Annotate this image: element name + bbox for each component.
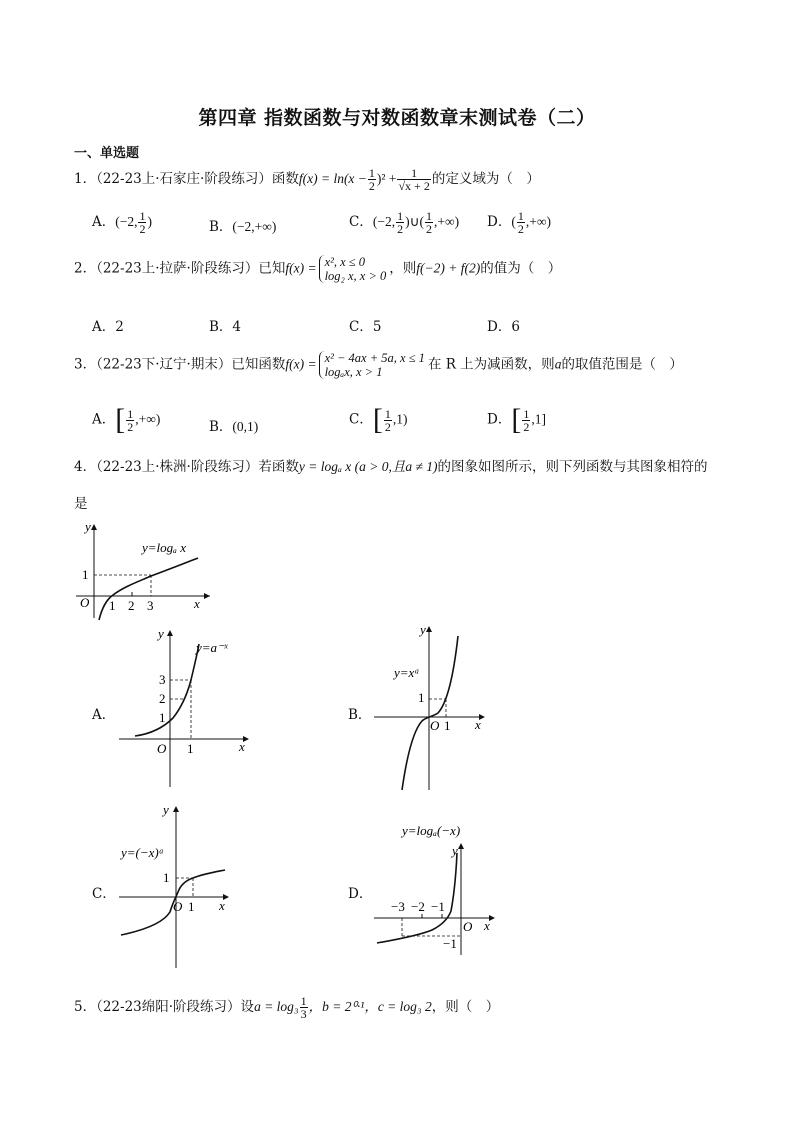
q4-line-2: 是 bbox=[74, 496, 88, 512]
option-text: )∪( bbox=[405, 214, 424, 229]
q1-prefix: 1．（22-23上·石家庄·阶段练习）函数 bbox=[74, 171, 299, 187]
q1-option-d[interactable] bbox=[487, 210, 551, 235]
q4-graph-a[interactable] bbox=[115, 622, 260, 792]
q3-piecewise bbox=[319, 351, 425, 379]
q4-option-b[interactable]: B． bbox=[348, 707, 372, 723]
question-3 bbox=[74, 351, 683, 379]
y-tick-label: 2 bbox=[159, 691, 166, 706]
option-text: (−2,+∞) bbox=[232, 219, 277, 234]
curve-label: y=a⁻ˣ bbox=[196, 640, 228, 655]
q3-prefix: 3．（22-23下·辽宁·期末）已知函数 bbox=[74, 356, 286, 373]
q3-case-2: logₐx, x > 1 bbox=[324, 365, 383, 379]
q1-option-a[interactable] bbox=[92, 210, 152, 235]
q4-graph-c[interactable] bbox=[115, 800, 245, 970]
q3-option-a[interactable] bbox=[92, 405, 160, 435]
frac-n: 1 bbox=[517, 209, 524, 223]
q2-case-1: x², x ≤ 0 bbox=[324, 255, 366, 269]
section-heading: 一、单选题 bbox=[74, 146, 140, 161]
q2-case-2: log₂ x, x > 0 bbox=[324, 269, 387, 283]
q1-option-c[interactable] bbox=[349, 210, 459, 235]
q2-option-b[interactable]: B．4 bbox=[209, 319, 242, 335]
option-frac bbox=[425, 210, 433, 235]
option-text: ( bbox=[511, 214, 516, 229]
frac-d: 2 bbox=[523, 419, 530, 434]
x-axis-label: x bbox=[194, 596, 200, 611]
q4-option-d[interactable]: D． bbox=[348, 886, 373, 902]
x-tick-label: −1 bbox=[431, 899, 445, 914]
q1-frac-n: 1 bbox=[368, 166, 375, 180]
q1-option-b[interactable] bbox=[209, 215, 276, 235]
q3-option-b[interactable] bbox=[209, 415, 258, 435]
y-tick-label: 1 bbox=[82, 567, 89, 582]
q3-option-d[interactable] bbox=[487, 405, 546, 435]
y-axis-label: y bbox=[163, 802, 169, 817]
q5-prefix: 5．（22-23绵阳·阶段练习）设 bbox=[74, 999, 255, 1015]
frac-n: 1 bbox=[139, 209, 146, 223]
origin-label: O bbox=[463, 919, 473, 934]
q4-prefix: 4．（22-23上·株洲·阶段练习）若函数 bbox=[74, 459, 299, 475]
bracket: [ bbox=[115, 403, 126, 436]
option-text: ) bbox=[147, 214, 152, 229]
option-text: (−2, bbox=[372, 214, 396, 229]
q2-option-a[interactable]: A．2 bbox=[92, 319, 124, 335]
q3-suffix: 的取值范围是（ ） bbox=[561, 356, 683, 373]
option-label: B． bbox=[209, 219, 233, 235]
q5-frac bbox=[300, 995, 308, 1020]
page-title: 第四章 指数函数与对数函数章末测试卷（二） bbox=[198, 107, 596, 129]
option-text: ,+∞) bbox=[135, 411, 161, 427]
x-tick-label: 3 bbox=[147, 598, 154, 613]
q1-sqrt-frac bbox=[397, 167, 430, 192]
option-label: C． bbox=[349, 214, 373, 230]
curve-label: y=xᵃ bbox=[394, 665, 420, 680]
q5-a: a = log₃ bbox=[254, 999, 299, 1014]
frac-n: 1 bbox=[425, 209, 432, 223]
x-tick-label: −3 bbox=[391, 899, 405, 914]
q5-suffix: ，则（ ） bbox=[431, 999, 500, 1015]
x-tick-label: 1 bbox=[188, 899, 195, 914]
q1-sqrt-d: √x + 2 bbox=[398, 179, 430, 193]
x-tick-label: 1 bbox=[109, 598, 116, 613]
q4-suffix: 的图象如图所示，则下列函数与其图象相符的 bbox=[437, 459, 708, 475]
q1-frac bbox=[368, 167, 376, 192]
y-tick-label: 3 bbox=[159, 672, 166, 687]
frac-d: 2 bbox=[139, 222, 146, 236]
y-axis-label: y bbox=[420, 622, 426, 637]
q4-main-graph bbox=[70, 518, 220, 623]
option-label: B． bbox=[209, 419, 233, 435]
option-frac bbox=[384, 408, 392, 433]
question-4 bbox=[74, 457, 708, 477]
x-tick-label: 1 bbox=[187, 741, 194, 756]
frac-n: 1 bbox=[523, 406, 530, 421]
question-1 bbox=[74, 167, 540, 192]
x-axis-label: x bbox=[475, 717, 481, 732]
q1-sqrt-n: 1 bbox=[397, 167, 430, 180]
y-tick-label: 1 bbox=[163, 870, 170, 885]
frac-d: 2 bbox=[397, 222, 404, 236]
option-text: (0,1) bbox=[232, 419, 259, 434]
q2-suffix: 的值为（ ） bbox=[480, 260, 562, 277]
option-text: ,1] bbox=[531, 411, 546, 427]
q1-pow: )² + bbox=[376, 171, 397, 186]
q2-option-c[interactable]: C．5 bbox=[349, 319, 382, 335]
y-axis-label: y bbox=[85, 519, 91, 534]
q1-frac-d: 2 bbox=[368, 179, 375, 193]
x-axis-label: x bbox=[219, 898, 225, 913]
q3-fx: f(x) = bbox=[285, 356, 317, 372]
y-tick-label: −1 bbox=[443, 936, 457, 951]
option-label: A． bbox=[92, 214, 116, 230]
option-label: C． bbox=[349, 411, 373, 428]
q5-b-c: ，b = 2⁰·¹，c = log₃ 2 bbox=[308, 999, 432, 1014]
q4-graph-d[interactable] bbox=[370, 815, 505, 960]
frac-d: 2 bbox=[517, 222, 524, 236]
q4-graph-b[interactable] bbox=[370, 622, 495, 794]
option-text: (−2, bbox=[115, 214, 138, 229]
q2-mid: ，则 bbox=[389, 260, 417, 277]
q4-func: y = logₐ x (a > 0,且a ≠ 1) bbox=[298, 459, 438, 474]
q1-func: f(x) = ln(x − bbox=[298, 171, 367, 186]
option-frac bbox=[126, 408, 134, 433]
question-5 bbox=[74, 995, 499, 1020]
origin-label: O bbox=[430, 718, 440, 733]
x-axis-label: x bbox=[239, 739, 245, 754]
y-axis-label: y bbox=[452, 843, 458, 858]
x-tick-label: 2 bbox=[128, 598, 135, 613]
option-label: A． bbox=[92, 411, 116, 428]
frac-d: 2 bbox=[127, 419, 134, 434]
q2-option-d[interactable]: D．6 bbox=[487, 319, 520, 335]
option-label: D． bbox=[487, 214, 512, 230]
q3-var: a bbox=[554, 356, 562, 372]
bracket: [ bbox=[511, 403, 522, 436]
q2-piecewise bbox=[319, 255, 387, 283]
frac-d: 2 bbox=[425, 222, 432, 236]
q2-prefix: 2．（22-23上·拉萨·阶段练习）已知 bbox=[74, 260, 286, 277]
bracket: [ bbox=[372, 403, 383, 436]
frac-d: 2 bbox=[384, 419, 391, 434]
q4-option-c[interactable]: C． bbox=[92, 886, 116, 902]
q1-suffix: 的定义域为（ ） bbox=[431, 171, 540, 187]
q4-option-a[interactable]: A． bbox=[92, 707, 116, 723]
x-tick-label: 1 bbox=[444, 718, 451, 733]
option-frac bbox=[517, 210, 525, 235]
frac-n: 1 bbox=[397, 209, 404, 223]
option-text: ,+∞) bbox=[433, 214, 460, 229]
q3-mid: 在 R 上为减函数，则 bbox=[427, 356, 555, 373]
q2-expr: f(−2) + f(2) bbox=[416, 260, 481, 276]
q3-case-1: x² − 4ax + 5a, x ≤ 1 bbox=[324, 351, 425, 365]
origin-label: O bbox=[80, 595, 90, 610]
y-tick-label: 1 bbox=[418, 690, 425, 705]
origin-label: O bbox=[157, 741, 167, 756]
x-tick-label: −2 bbox=[411, 899, 425, 914]
option-frac bbox=[138, 210, 146, 235]
option-label: D． bbox=[487, 411, 512, 428]
option-text: ,+∞) bbox=[525, 214, 551, 229]
y-axis-label: y bbox=[158, 626, 164, 641]
option-frac bbox=[396, 210, 404, 235]
x-axis-label: x bbox=[484, 918, 490, 933]
option-frac bbox=[522, 408, 530, 433]
curve-label: y=(−x)ᵃ bbox=[121, 845, 164, 860]
question-2 bbox=[74, 255, 561, 283]
frac-n: 1 bbox=[300, 994, 307, 1008]
y-tick-label: 1 bbox=[159, 710, 166, 725]
frac-d: 3 bbox=[300, 1007, 307, 1021]
q2-fx: f(x) = bbox=[285, 260, 317, 276]
frac-n: 1 bbox=[127, 406, 134, 421]
q3-option-c[interactable] bbox=[349, 405, 407, 435]
curve-label: y=logₐ x bbox=[142, 540, 186, 555]
frac-n: 1 bbox=[384, 406, 391, 421]
origin-label: O bbox=[173, 899, 183, 914]
option-text: ,1) bbox=[392, 411, 408, 427]
curve-label: y=logₐ(−x) bbox=[402, 823, 461, 838]
